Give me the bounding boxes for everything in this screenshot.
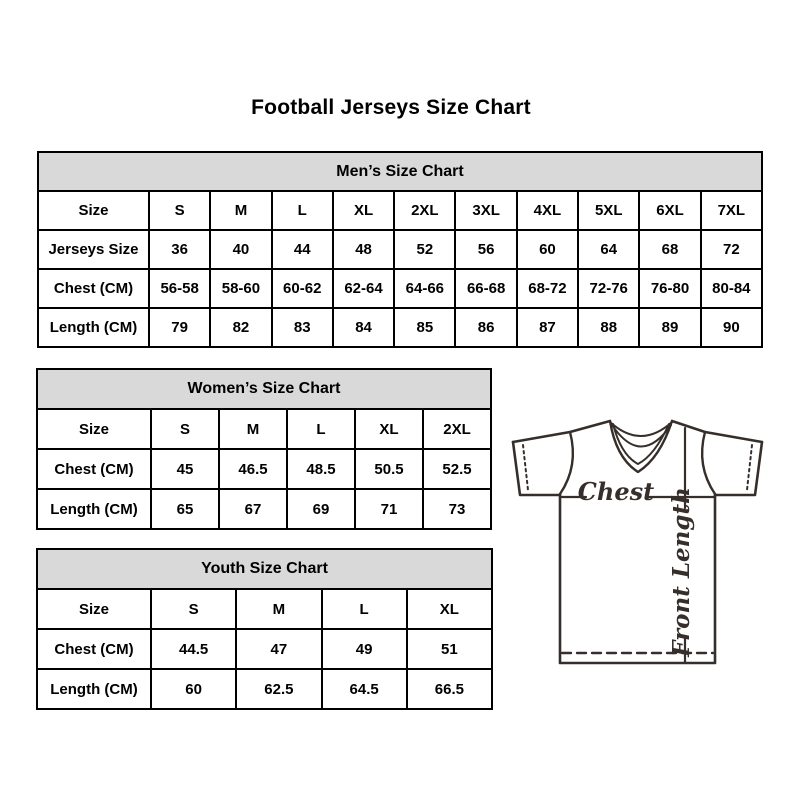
- row-label: Size: [38, 191, 149, 230]
- row-label: Size: [37, 589, 151, 629]
- cell-value: 58-60: [210, 269, 271, 308]
- table-row: [37, 409, 491, 449]
- left-cuff-dotted-line: [523, 445, 528, 490]
- cell-value: 47: [236, 629, 321, 669]
- table-row: [37, 449, 491, 489]
- cell-value: L: [287, 409, 355, 449]
- cell-value: L: [272, 191, 333, 230]
- cell-value: 76-80: [639, 269, 700, 308]
- cell-value: 66.5: [407, 669, 492, 709]
- right-armhole-seam: [702, 432, 715, 494]
- cell-value: 60-62: [272, 269, 333, 308]
- table-title: Youth Size Chart: [37, 549, 492, 589]
- cell-value: 44: [272, 230, 333, 269]
- cell-value: 50.5: [355, 449, 423, 489]
- jersey-outline: [513, 421, 762, 663]
- table-row: [37, 629, 492, 669]
- row-label: Chest (CM): [37, 449, 151, 489]
- row-label: Jerseys Size: [38, 230, 149, 269]
- table-row: [38, 191, 762, 230]
- cell-value: 6XL: [639, 191, 700, 230]
- cell-value: 62-64: [333, 269, 394, 308]
- cell-value: 40: [210, 230, 271, 269]
- cell-value: 48: [333, 230, 394, 269]
- cell-value: 68-72: [517, 269, 578, 308]
- cell-value: 68: [639, 230, 700, 269]
- left-shoulder-line: [513, 421, 610, 442]
- cell-value: 2XL: [394, 191, 455, 230]
- cell-value: 72: [701, 230, 762, 269]
- cell-value: L: [322, 589, 407, 629]
- cell-value: 52: [394, 230, 455, 269]
- cell-value: 79: [149, 308, 210, 347]
- cell-value: XL: [355, 409, 423, 449]
- right-cuff-dotted-line: [747, 445, 752, 490]
- cell-value: 5XL: [578, 191, 639, 230]
- table-title: Women’s Size Chart: [37, 369, 491, 409]
- cell-value: 56: [455, 230, 516, 269]
- cell-value: 45: [151, 449, 219, 489]
- womens-size-table: [36, 368, 492, 530]
- cell-value: XL: [407, 589, 492, 629]
- cell-value: M: [236, 589, 321, 629]
- page-title: Football Jerseys Size Chart: [251, 96, 531, 119]
- jersey-measurement-diagram: [502, 408, 774, 672]
- cell-value: 49: [322, 629, 407, 669]
- table-title-row: [37, 549, 492, 589]
- cell-value: 80-84: [701, 269, 762, 308]
- cell-value: S: [151, 589, 236, 629]
- cell-value: 69: [287, 489, 355, 529]
- cell-value: 46.5: [219, 449, 287, 489]
- cell-value: S: [149, 191, 210, 230]
- front-length-label: Front Length: [668, 487, 695, 657]
- cell-value: 3XL: [455, 191, 516, 230]
- cell-value: 90: [701, 308, 762, 347]
- row-label: Chest (CM): [37, 629, 151, 669]
- cell-value: 73: [423, 489, 491, 529]
- cell-value: XL: [333, 191, 394, 230]
- cell-value: 82: [210, 308, 271, 347]
- row-label: Chest (CM): [38, 269, 149, 308]
- row-label: Length (CM): [37, 489, 151, 529]
- cell-value: 71: [355, 489, 423, 529]
- cell-value: 7XL: [701, 191, 762, 230]
- table-title-row: [38, 152, 762, 191]
- cell-value: 44.5: [151, 629, 236, 669]
- table-row: [38, 230, 762, 269]
- table-row: [37, 489, 491, 529]
- cell-value: 62.5: [236, 669, 321, 709]
- cell-value: 64: [578, 230, 639, 269]
- cell-value: 89: [639, 308, 700, 347]
- cell-value: 85: [394, 308, 455, 347]
- table-row: [37, 589, 492, 629]
- cell-value: 66-68: [455, 269, 516, 308]
- cell-value: M: [219, 409, 287, 449]
- cell-value: 52.5: [423, 449, 491, 489]
- cell-value: 56-58: [149, 269, 210, 308]
- cell-value: 84: [333, 308, 394, 347]
- cell-value: 88: [578, 308, 639, 347]
- youth-size-table: [36, 548, 493, 710]
- table-row: [38, 308, 762, 347]
- cell-value: 60: [151, 669, 236, 709]
- cell-value: 86: [455, 308, 516, 347]
- cell-value: 48.5: [287, 449, 355, 489]
- right-sleeve-edge: [715, 442, 762, 495]
- cell-value: 4XL: [517, 191, 578, 230]
- table-title-row: [37, 369, 491, 409]
- cell-value: 64.5: [322, 669, 407, 709]
- table-row: [37, 669, 492, 709]
- cell-value: 65: [151, 489, 219, 529]
- cell-value: M: [210, 191, 271, 230]
- left-sleeve-edge: [513, 442, 560, 495]
- cell-value: 60: [517, 230, 578, 269]
- table-title: Men’s Size Chart: [38, 152, 762, 191]
- table-row: [38, 269, 762, 308]
- left-armhole-seam: [560, 432, 573, 494]
- cell-value: 51: [407, 629, 492, 669]
- row-label: Length (CM): [37, 669, 151, 709]
- cell-value: 2XL: [423, 409, 491, 449]
- mens-size-table: [37, 151, 763, 348]
- row-label: Length (CM): [38, 308, 149, 347]
- cell-value: 67: [219, 489, 287, 529]
- cell-value: S: [151, 409, 219, 449]
- row-label: Size: [37, 409, 151, 449]
- cell-value: 87: [517, 308, 578, 347]
- cell-value: 83: [272, 308, 333, 347]
- cell-value: 36: [149, 230, 210, 269]
- cell-value: 64-66: [394, 269, 455, 308]
- cell-value: 72-76: [578, 269, 639, 308]
- chest-label: Chest: [577, 477, 655, 506]
